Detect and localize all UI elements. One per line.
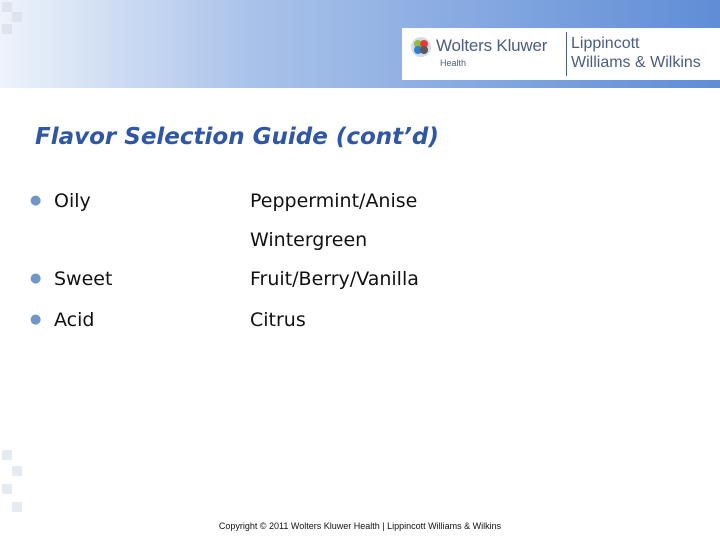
slide-title: Flavor Selection Guide (cont’d) [35, 124, 439, 150]
row-label: Sweet [54, 268, 113, 290]
list-item [30, 268, 112, 290]
partner-name [571, 34, 701, 72]
decorative-square [2, 450, 12, 460]
list-item [30, 190, 91, 212]
decorative-square [2, 24, 12, 34]
decorative-square [12, 502, 22, 512]
decorative-square [2, 484, 12, 494]
partner-line-1: Lippincott [571, 35, 640, 52]
row-label: Oily [54, 190, 91, 212]
copyright-footer: Copyright © 2011 Wolters Kluwer Health | Lippincott Williams & Wilkins [218, 521, 502, 531]
wolters-kluwer-logo-icon [410, 36, 432, 58]
partner-line-2: Williams & Wilkins [571, 54, 701, 71]
list-item [30, 309, 94, 331]
row-value: Wintergreen [250, 229, 368, 251]
row-value: Citrus [250, 309, 306, 331]
decorative-square [2, 2, 12, 12]
brand-subtitle: Health [440, 58, 467, 68]
brand-name: Wolters Kluwer [436, 36, 548, 55]
logo-divider [566, 32, 567, 76]
decorative-square [12, 466, 22, 476]
bullet-icon: ● [30, 193, 42, 208]
row-label: Acid [54, 309, 95, 331]
row-value: Peppermint/Anise [250, 190, 418, 212]
row-value: Fruit/Berry/Vanilla [250, 268, 419, 290]
bullet-icon: ● [30, 271, 42, 286]
decorative-square [12, 12, 22, 22]
bullet-icon: ● [30, 312, 42, 327]
publisher-logo [402, 28, 720, 80]
